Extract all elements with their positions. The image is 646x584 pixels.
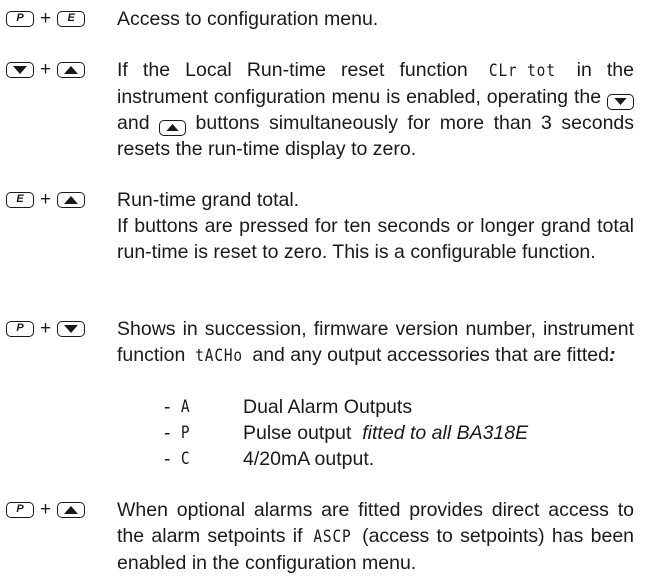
item-description xyxy=(243,446,374,472)
description-text-b: in the instrument configuration menu is enabled, operating the xyxy=(117,59,635,108)
lcd-tacho: tACHo xyxy=(194,346,243,366)
row-description xyxy=(117,6,634,32)
row-description xyxy=(117,187,634,265)
plus-sign: + xyxy=(40,59,52,80)
p-key-icon: P xyxy=(6,11,34,27)
item-dash: - xyxy=(164,396,171,418)
p-key-icon: P xyxy=(6,321,34,337)
item-desc-text: Pulse output xyxy=(243,422,352,444)
down-triangle-icon xyxy=(607,94,634,110)
lcd-ascp: ASCP xyxy=(313,527,352,547)
description-text-b: and any output accessories that are fitted xyxy=(252,344,609,366)
item-description xyxy=(243,420,528,446)
item-dash: - xyxy=(164,448,171,470)
plus-sign: + xyxy=(40,8,52,29)
description-text-a: When optional alarms are fitted provides direct access to the alarm setpoints if xyxy=(117,499,634,547)
plus-sign: + xyxy=(40,499,52,520)
description-text-c: and xyxy=(117,112,150,134)
description-text-d: buttons simultaneously for more than 3 seconds resets the run-time display to zero. xyxy=(117,112,635,160)
item-desc-text: 4/20mA output. xyxy=(243,448,375,470)
key-combo xyxy=(6,9,85,28)
description-text-b: (access to setpoints) has been enabled in the configuration menu. xyxy=(117,525,635,574)
item-code: A xyxy=(180,397,191,417)
up-key-icon xyxy=(57,192,85,208)
up-triangle-icon xyxy=(159,120,186,136)
description-line-1: Run-time grand total. xyxy=(117,189,300,211)
plus-sign: + xyxy=(40,318,52,339)
item-desc-text: Dual Alarm Outputs xyxy=(243,396,413,418)
description-text-a: Shows in succession, firmware version number, instrument function xyxy=(117,318,634,366)
key-combo xyxy=(6,190,85,209)
item-code: C xyxy=(180,449,191,469)
row-description xyxy=(117,316,634,369)
description-line-2: If buttons are pressed for ten seconds or longer grand total run-time is reset to zero. This is a configurable function. xyxy=(117,215,634,263)
key-combo xyxy=(6,500,85,519)
key-combo xyxy=(6,319,85,338)
up-key-icon xyxy=(57,62,85,78)
row-description xyxy=(117,497,634,576)
down-key-icon xyxy=(6,62,34,78)
lcd-clr-tot: CLr tot xyxy=(488,61,556,81)
up-key-icon xyxy=(57,502,85,518)
plus-sign: + xyxy=(40,189,52,210)
down-key-icon xyxy=(57,321,85,337)
e-key-icon: E xyxy=(6,192,34,208)
p-key-icon: P xyxy=(6,502,34,518)
e-key-icon: E xyxy=(57,11,85,27)
item-dash: - xyxy=(164,422,171,444)
item-note: fitted to all BA318E xyxy=(362,422,529,444)
item-code: P xyxy=(180,423,191,443)
item-description xyxy=(243,394,412,420)
colon: : xyxy=(608,344,616,366)
key-combo xyxy=(6,60,85,79)
description-text-a: If the Local Run-time reset function xyxy=(117,59,468,81)
description-text: Access to configuration menu. xyxy=(117,8,379,30)
row-description xyxy=(117,57,634,162)
